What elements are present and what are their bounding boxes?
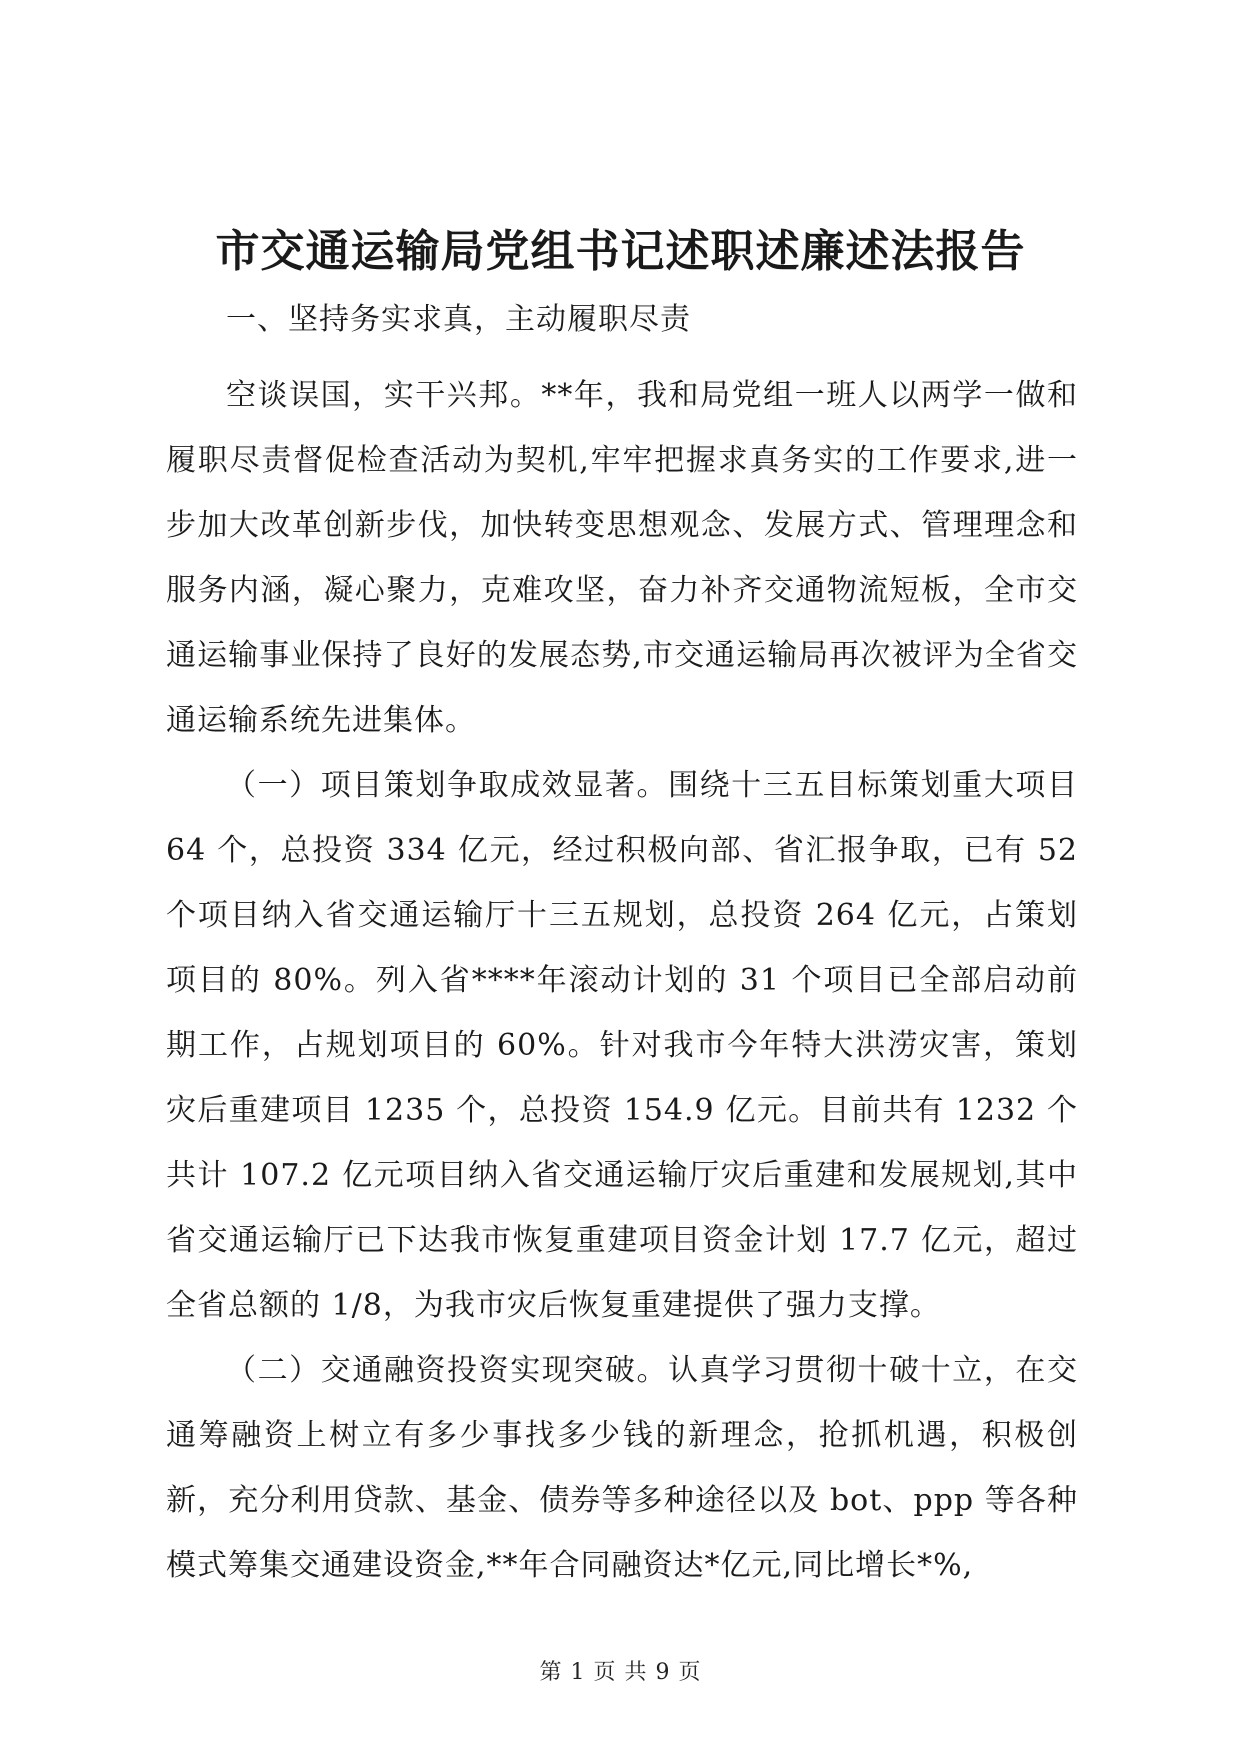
paragraph-intro: 空谈误国，实干兴邦。**年，我和局党组一班人以两学一做和履职尽责督促检查活动为契机,牢牢把握求真务实的工作要求,进一步加大改革创新步伐，加快转变思想观念、发展方式、管理理念和服务内涵，凝心聚力，克难攻坚，奋力补齐交通物流短板，全市交通运输事业保持了良好的发展态势,市交通运输局再次被评为全省交通运输系统先进集体。	[166, 378, 1078, 738]
document-title: 市交通运输局党组书记述职述廉述法报告	[215, 226, 1026, 277]
paragraph-project-planning: （一）项目策划争取成效显著。围绕十三五目标策划重大项目 64 个，总投资 334 亿元，经过积极向部、省汇报争取，已有 52 个项目纳入省交通运输厅十三五规划，总投资 264 亿元，占策划项目的 80%。列入省****年滚动计划的 31 个项目已全部启动前期工作，占规划项目的 60%。针对我市今年特大洪涝灾害，策划灾后重建项目 1235 个，总投资 154.9 亿元。目前共有 1232 个共计 107.2 亿元项目纳入省交通运输厅灾后重建和发展规划,其中省交通运输厅已下达我市恢复重建项目资金计划 17.7 亿元，超过全省总额的 1/8，为我市灾后恢复重建提供了强力支撑。	[166, 768, 1078, 1323]
paragraph-financing: （二）交通融资投资实现突破。认真学习贯彻十破十立，在交通筹融资上树立有多少事找多少钱的新理念，抢抓机遇，积极创新，充分利用贷款、基金、债券等多种途径以及 bot、ppp 等各种模式筹集交通建设资金,**年合同融资达*亿元,同比增长*%,	[166, 1353, 1078, 1583]
section-heading: 一、坚持务实求真，主动履职尽责	[226, 302, 691, 337]
page-number: 第 1 页 共 9 页	[539, 1660, 702, 1685]
document-body	[166, 295, 1078, 1598]
